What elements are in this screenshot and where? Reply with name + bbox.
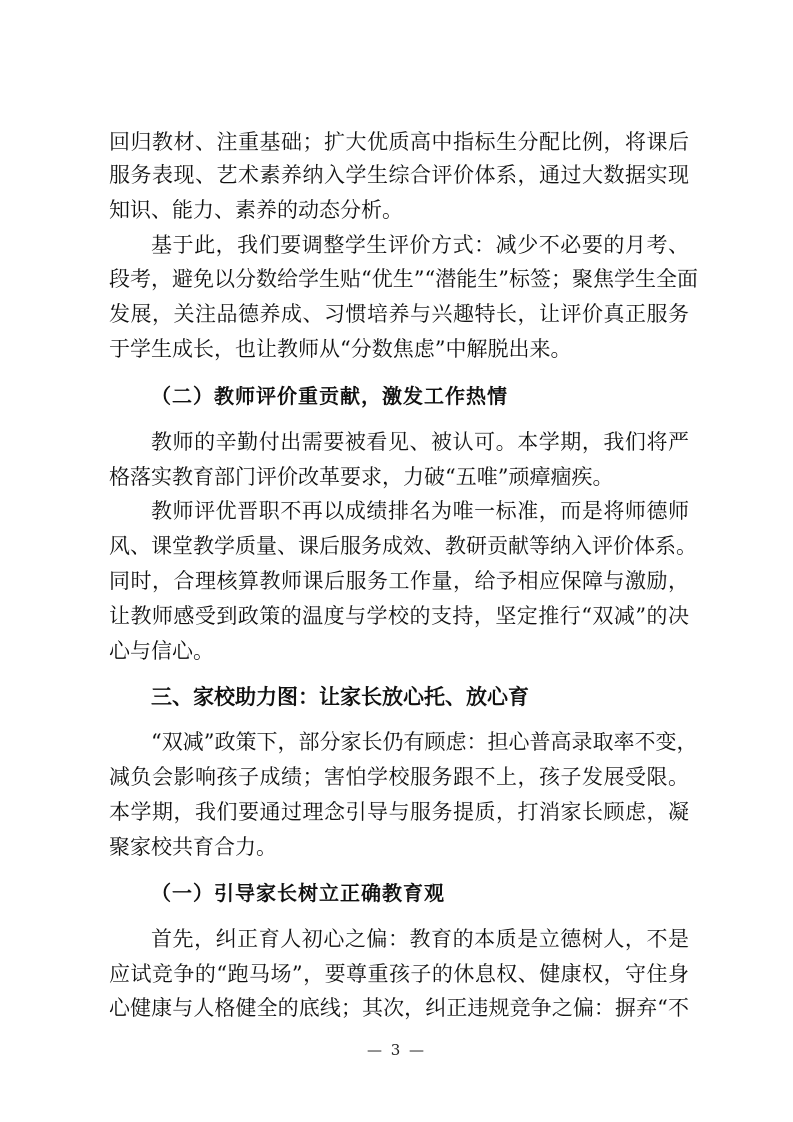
page-number: — 3 — — [366, 1041, 427, 1059]
body-line: 服务表现、艺术素养纳入学生综合评价体系，通过大数据实现 — [109, 163, 689, 187]
body-line: 格落实教育部门评价改革要求，力破“五唯”顽瘴痼疾。 — [109, 465, 614, 489]
body-line: 基于此，我们要调整学生评价方式：减少不必要的月考、 — [151, 233, 689, 257]
body-line: 本学期，我们要通过理念引导与服务提质，打消家长顾虑，凝 — [109, 800, 689, 824]
body-line: 聚家校共育合力。 — [109, 835, 277, 859]
body-line: 教师的辛勤付出需要被看见、被认可。本学期，我们将严 — [151, 430, 689, 454]
body-line: 心健康与人格健全的底线；其次，纠正违规竞争之偏：摒弃“不 — [109, 996, 689, 1020]
heading-home-school: 三、家校助力图：让家长放心托、放心育 — [151, 685, 529, 709]
body-line: 让教师感受到政策的温度与学校的支持，坚定推行“双减”的决 — [109, 604, 689, 628]
body-line: 同时，合理核算教师课后服务工作量，给予相应保障与激励， — [109, 569, 689, 593]
subheading-teacher-evaluation: （二）教师评价重贡献，激发工作热情 — [151, 384, 508, 408]
body-line: 回归教材、注重基础；扩大优质高中指标生分配比例，将课后 — [109, 130, 689, 154]
subheading-guide-parents: （一）引导家长树立正确教育观 — [151, 881, 445, 905]
body-line: 心与信心。 — [109, 639, 214, 663]
body-line: 首先，纠正育人初心之偏：教育的本质是立德树人，不是 — [151, 927, 689, 951]
body-line: 教师评优晋职不再以成绩排名为唯一标准，而是将师德师 — [151, 499, 689, 523]
body-line: 段考，避免以分数给学生贴“优生”“潜能生”标签；聚焦学生全面 — [109, 267, 698, 291]
body-line: 知识、能力、素养的动态分析。 — [109, 198, 403, 222]
body-line: “双减”政策下，部分家长仍有顾虑：担心普高录取率不变， — [151, 730, 698, 754]
body-line: 于学生成长，也让教师从“分数焦虑”中解脱出来。 — [109, 337, 572, 361]
body-line: 减负会影响孩子成绩；害怕学校服务跟不上，孩子发展受限。 — [109, 765, 689, 789]
body-line: 应试竞争的“跑马场”，要尊重孩子的休息权、健康权，守住身 — [109, 962, 689, 986]
body-line: 发展，关注品德养成、习惯培养与兴趣特长，让评价真正服务 — [109, 302, 689, 326]
body-line: 风、课堂教学质量、课后服务成效、教研贡献等纳入评价体系。 — [109, 534, 697, 558]
